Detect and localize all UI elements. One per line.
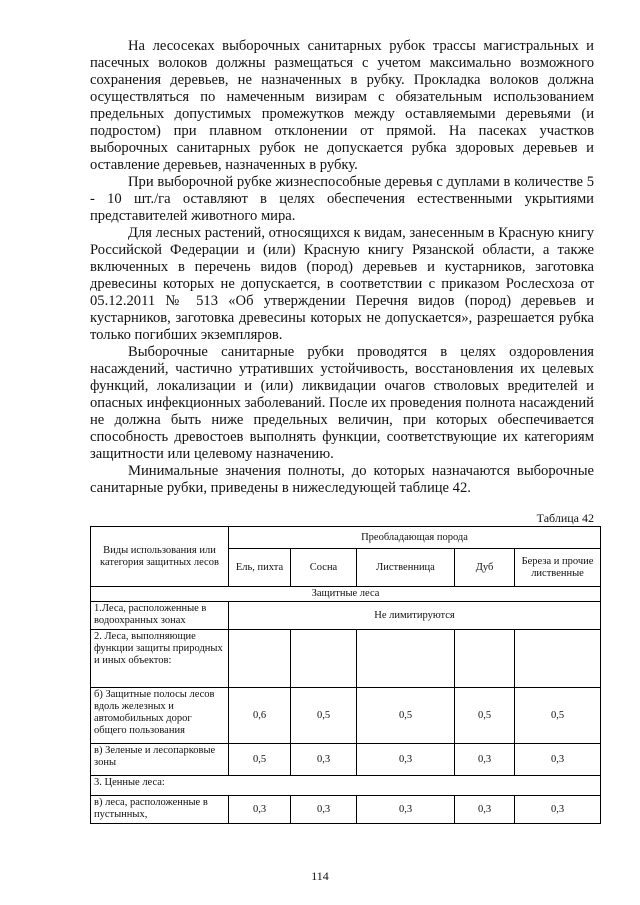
table-cell: 0,5 [455, 688, 515, 744]
header-species-birch: Береза и прочие лиственные [515, 549, 601, 587]
header-usage-category: Виды использования или категория защитных лесов [91, 527, 229, 587]
table-caption: Таблица 42 [536, 511, 594, 525]
table-cell: 0,5 [357, 688, 455, 744]
row-label: б) Защитные полосы лесов вдоль железных и автомобильных дорог общего пользования [91, 688, 229, 744]
table-cell: 0,6 [229, 688, 291, 744]
header-species-oak: Дуб [455, 549, 515, 587]
table-cell: 0,3 [357, 796, 455, 824]
row-label: 1.Леса, расположенные в водоохранных зонах [91, 602, 229, 630]
table-cell: 0,3 [291, 796, 357, 824]
paragraph-4: Выборочные санитарные рубки проводятся в целях оздоровления насаждений, частично утративших устойчивость, восстановления их целевых функций, локализации и (или) ликвидации очагов стволовых вредителей и опасных инфекционных заболеваний. После их проведения полнота насаждений не должна быть ниже предельных величин, при которых обеспечивается способность древостоев выполнять функции, соответствующие их категориям защитности или целевому назначению. [90, 344, 594, 462]
not-limited-cell: Не лимитируются [229, 602, 601, 630]
row-label: в) Зеленые и лесопарковые зоны [91, 744, 229, 776]
section-protective-forests: Защитные леса [91, 587, 601, 602]
table-cell: 0,5 [291, 688, 357, 744]
header-species-spruce: Ель, пихта [229, 549, 291, 587]
table-cell: 0,3 [357, 744, 455, 776]
table-cell: 0,5 [229, 744, 291, 776]
paragraph-2: При выборочной рубке жизнеспособные деревья с дуплами в количестве 5 - 10 шт./га оставляют в целях обеспечения естественными укрытиями представителей животного мира. [90, 174, 594, 224]
paragraph-3: Для лесных растений, относящихся к видам, занесенным в Красную книгу Российской Федерации и (или) Красную книгу Рязанской области, а также включенных в перечень видов (пород) деревьев и кустарников, заготовка древесины которых не допускается, в соответствии с приказом Рослесхоза от 05.12.2011 № 513 «Об утверждении Перечня видов (пород) деревьев и кустарников, заготовка древесины которых не допускается», разрешается рубка только погибших экземпляров. [90, 225, 594, 343]
table-cell: 0,3 [455, 796, 515, 824]
body-text [90, 38, 594, 497]
row-label: 3. Ценные леса: [91, 776, 601, 796]
row-label: 2. Леса, выполняющие функции защиты природных и иных объектов: [91, 630, 229, 688]
table-cell: 0,3 [455, 744, 515, 776]
table-cell [291, 630, 357, 688]
table-cell [229, 630, 291, 688]
paragraph-1: На лесосеках выборочных санитарных рубок трассы магистральных и пасечных волоков должны размещаться с учетом максимально возможного сохранения деревьев, не назначенных в рубку. Прокладка волоков должна осуществляться по намеченным визирам с обязательным использованием предельных допустимых промежутков между оставляемыми деревьями (и подростом) при плавном отклонении от прямой. На пасеках участков выборочных санитарных рубок не допускается рубка здоровых деревьев и оставление деревьев, назначенных в рубку. [90, 38, 594, 173]
table-cell: 0,3 [291, 744, 357, 776]
table-cell [515, 630, 601, 688]
table-cell: 0,3 [229, 796, 291, 824]
table-cell: 0,3 [515, 796, 601, 824]
table-cell [455, 630, 515, 688]
density-table [90, 526, 601, 824]
table-cell: 0,3 [515, 744, 601, 776]
header-species-pine: Сосна [291, 549, 357, 587]
table-cell [357, 630, 455, 688]
page-number: 114 [311, 869, 329, 883]
row-label: в) леса, расположенные в пустынных, [91, 796, 229, 824]
header-dominant-species: Преобладающая порода [229, 527, 601, 549]
table-cell: 0,5 [515, 688, 601, 744]
paragraph-5: Минимальные значения полноты, до которых назначаются выборочные санитарные рубки, приведены в нижеследующей таблице 42. [90, 463, 594, 496]
header-species-larch: Лиственница [357, 549, 455, 587]
